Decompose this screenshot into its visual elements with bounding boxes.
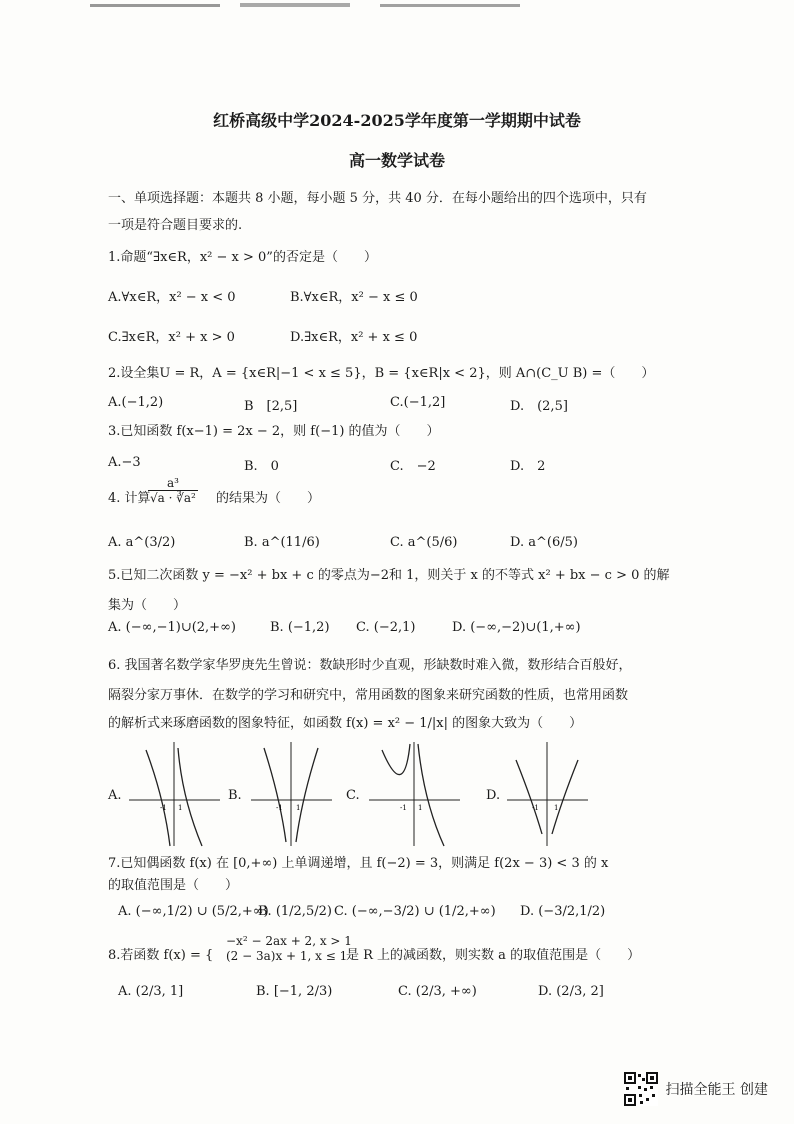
q4-option-a: A. a^(3/2) [108, 535, 176, 550]
q4-option-d: D. a^(6/5) [510, 535, 578, 550]
q2-option-d: D. (2,5] [510, 399, 568, 414]
q6-stem: 6. 我国著名数学家华罗庚先生曾说：数缺形时少直观，形缺数时难入微，数形结合百般好， [108, 658, 632, 673]
scanner-label: 扫描全能王 创建 [665, 1082, 768, 1098]
q4-fraction-denominator: √a · ∛a² [150, 491, 196, 505]
q4-option-c: C. a^(5/6) [390, 535, 458, 550]
q5-option-a: A. (−∞,−1)∪(2,+∞) [108, 620, 236, 635]
q2-option-a: A.(−1,2) [108, 395, 164, 410]
q1-option-c: C.∃x∈R，x² + x > 0 [108, 330, 235, 345]
q4-stem-pre: 4. 计算 [108, 491, 151, 506]
scanner-watermark [624, 1072, 768, 1106]
q6-stem-cont2: 的解析式来琢磨函数的图象特征，如函数 f(x) = x² − 1/|x| 的图象大致为（ ） [108, 716, 583, 731]
q6-option-d: D. [486, 788, 501, 803]
svg-text:1: 1 [418, 804, 423, 812]
q6-option-b: B. [228, 788, 242, 803]
q1-stem: 1.命题“∃x∈R，x² − x > 0”的否定是（ ） [108, 250, 377, 265]
q1-option-d: D.∃x∈R，x² + x ≤ 0 [290, 330, 418, 345]
svg-text:1: 1 [554, 804, 559, 812]
q1-option-b: B.∀x∈R，x² − x ≤ 0 [290, 290, 418, 305]
q8-piecewise [226, 934, 352, 964]
svg-text:-1: -1 [276, 804, 283, 812]
q5-option-c: C. (−2,1) [356, 620, 416, 635]
q3-option-b: B. 0 [244, 459, 279, 474]
q6-stem-cont1: 隔裂分家万事休．在数学的学习和研究中，常用函数的图象来研究函数的性质，也常用函数 [108, 688, 629, 703]
q3-stem: 3.已知函数 f(x−1) = 2x − 2，则 f(−1) 的值为（ ） [108, 424, 440, 439]
q1-option-a: A.∀x∈R，x² − x < 0 [108, 290, 236, 305]
q4-stem-post: 的结果为（ ） [216, 491, 321, 506]
q6-graph-a [124, 738, 224, 848]
q8-option-a: A. (2/3, 1] [118, 984, 184, 999]
q2-option-b: B [2,5] [244, 399, 298, 414]
q7-option-c: C. (−∞,−3/2) ∪ (1/2,+∞) [334, 904, 496, 919]
q3-option-c: C. −2 [390, 459, 436, 474]
q7-option-a: A. (−∞,1/2) ∪ (5/2,+∞) [118, 904, 269, 919]
q3-option-a: A.−3 [108, 455, 141, 470]
q6-graph-b [246, 738, 336, 848]
q4-fraction [148, 476, 198, 505]
svg-text:-1: -1 [160, 804, 167, 812]
q7-stem-cont: 的取值范围是（ ） [108, 878, 239, 893]
qr-code-icon [624, 1072, 658, 1106]
q5-stem-cont: 集为（ ） [108, 598, 187, 613]
q6-option-c: C. [346, 788, 360, 803]
scan-noise [90, 2, 540, 8]
q5-stem: 5.已知二次函数 y = −x² + bx + c 的零点为−2和 1，则关于 x 的不等式 x² + bx − c > 0 的解 [108, 568, 670, 583]
q7-option-d: D. (−3/2,1/2) [520, 904, 606, 919]
q6-graph-d [502, 738, 592, 848]
q8-stem-post: 是 R 上的减函数，则实数 a 的取值范围是（ ） [346, 948, 641, 963]
q4-fraction-numerator: a³ [148, 476, 198, 491]
section-intro-cont: 一项是符合题目要求的. [108, 218, 243, 233]
q8-case-2: (2 − 3a)x + 1, x ≤ 1 [226, 949, 348, 963]
q5-option-b: B. (−1,2) [270, 620, 330, 635]
q7-option-b: B. (1/2,5/2) [258, 904, 332, 919]
svg-text:1: 1 [296, 804, 301, 812]
q3-option-d: D. 2 [510, 459, 546, 474]
q8-case-1: −x² − 2ax + 2, x > 1 [226, 934, 352, 948]
q4-option-b: B. a^(11/6) [244, 535, 320, 550]
svg-text:-1: -1 [532, 804, 539, 812]
q5-option-d: D. (−∞,−2)∪(1,+∞) [452, 620, 581, 635]
q6-graph-c [364, 738, 464, 848]
exam-title: 红桥高级中学2024-2025学年度第一学期期中试卷 [213, 111, 581, 130]
q7-stem: 7.已知偶函数 f(x) 在 [0,+∞) 上单调递增，且 f(−2) = 3，则满足 f(2x − 3) < 3 的 x [108, 856, 609, 871]
q8-option-c: C. (2/3, +∞) [398, 984, 477, 999]
exam-subtitle: 高一数学试卷 [348, 151, 445, 170]
section-intro: 一、单项选择题：本题共 8 小题，每小题 5 分，共 40 分．在每小题给出的四个选项中，只有 [108, 191, 647, 206]
svg-text:1: 1 [178, 804, 183, 812]
svg-text:-1: -1 [400, 804, 407, 812]
q2-stem: 2.设全集U = R，A = {x∈R|−1 < x ≤ 5}，B = {x∈R|x < 2}，则 A∩(C_U B) =（ ） [108, 366, 655, 381]
q2-option-c: C.(−1,2] [390, 395, 446, 410]
q8-option-b: B. [−1, 2/3) [256, 984, 333, 999]
q8-stem-pre: 8.若函数 f(x) = { [108, 948, 214, 963]
q8-option-d: D. (2/3, 2] [538, 984, 604, 999]
q6-option-a: A. [108, 788, 122, 803]
